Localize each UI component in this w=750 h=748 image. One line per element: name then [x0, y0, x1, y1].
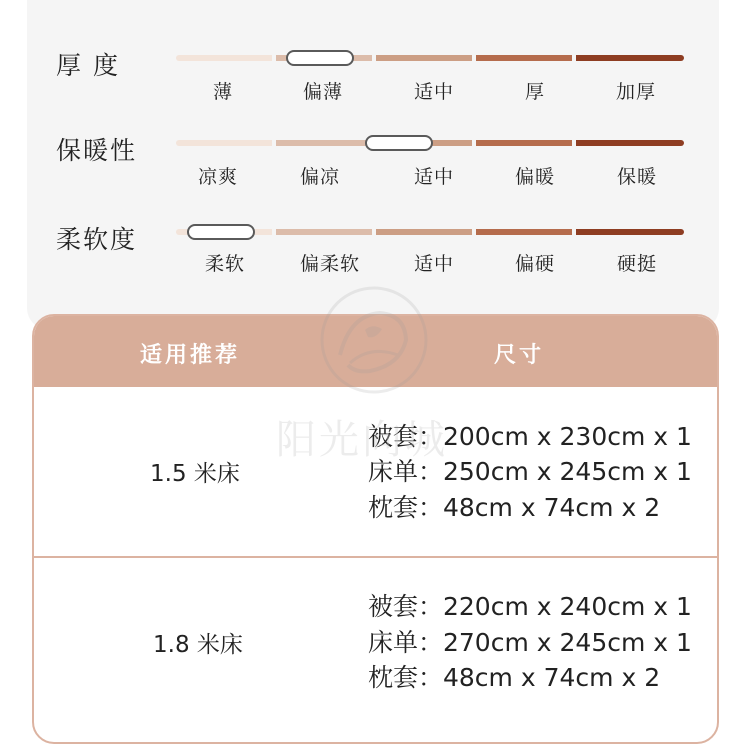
size-item: 床单：250cm x 245cm x 1 [368, 457, 692, 486]
level-label: 偏凉 [299, 166, 340, 188]
size-item: 枕套：48cm x 74cm x 2 [368, 663, 661, 692]
level-label: 凉爽 [197, 166, 238, 188]
peacock-logo-icon [310, 285, 438, 395]
level-segment [376, 229, 472, 235]
level-marker[interactable] [187, 224, 255, 240]
attribute-label: 保暖性 [56, 136, 138, 165]
level-label: 适中 [413, 253, 454, 275]
level-label: 偏硬 [514, 253, 555, 275]
level-segment [476, 140, 572, 146]
level-bar [176, 55, 684, 61]
level-segment [176, 140, 272, 146]
level-segment [376, 55, 472, 61]
row-divider [34, 556, 717, 558]
level-label: 偏柔软 [299, 253, 360, 275]
level-segment [576, 229, 684, 235]
header-size: 尺寸 [494, 343, 545, 368]
bed-size: 1.5 米床 [150, 461, 240, 487]
attribute-label: 厚 度 [56, 51, 120, 80]
level-label: 偏薄 [302, 81, 343, 103]
level-label: 适中 [413, 81, 454, 103]
size-item: 床单：270cm x 245cm x 1 [368, 628, 692, 657]
header-recommend: 适用推荐 [140, 343, 241, 368]
watermark-text: 阳光向城 [276, 417, 448, 463]
level-segment [176, 55, 272, 61]
size-item: 枕套：48cm x 74cm x 2 [368, 493, 661, 522]
level-segment [276, 140, 372, 146]
level-marker[interactable] [286, 50, 354, 66]
level-bar [176, 229, 684, 235]
size-item: 被套：220cm x 240cm x 1 [368, 592, 692, 621]
level-label: 加厚 [615, 81, 656, 103]
level-segment [276, 229, 372, 235]
bed-size: 1.8 米床 [153, 632, 243, 658]
level-segment [576, 55, 684, 61]
level-segment [476, 229, 572, 235]
level-label: 偏暖 [514, 166, 555, 188]
attribute-label: 柔软度 [56, 225, 138, 254]
level-label: 柔软 [204, 253, 245, 275]
level-marker[interactable] [365, 135, 433, 151]
level-label: 厚 [524, 81, 545, 103]
level-label: 适中 [413, 166, 454, 188]
level-label: 硬挺 [616, 253, 657, 275]
level-label: 薄 [212, 81, 233, 103]
level-segment [476, 55, 572, 61]
level-bar [176, 140, 684, 146]
level-label: 保暖 [616, 166, 657, 188]
level-segment [576, 140, 684, 146]
size-item: 被套：200cm x 230cm x 1 [368, 422, 692, 451]
